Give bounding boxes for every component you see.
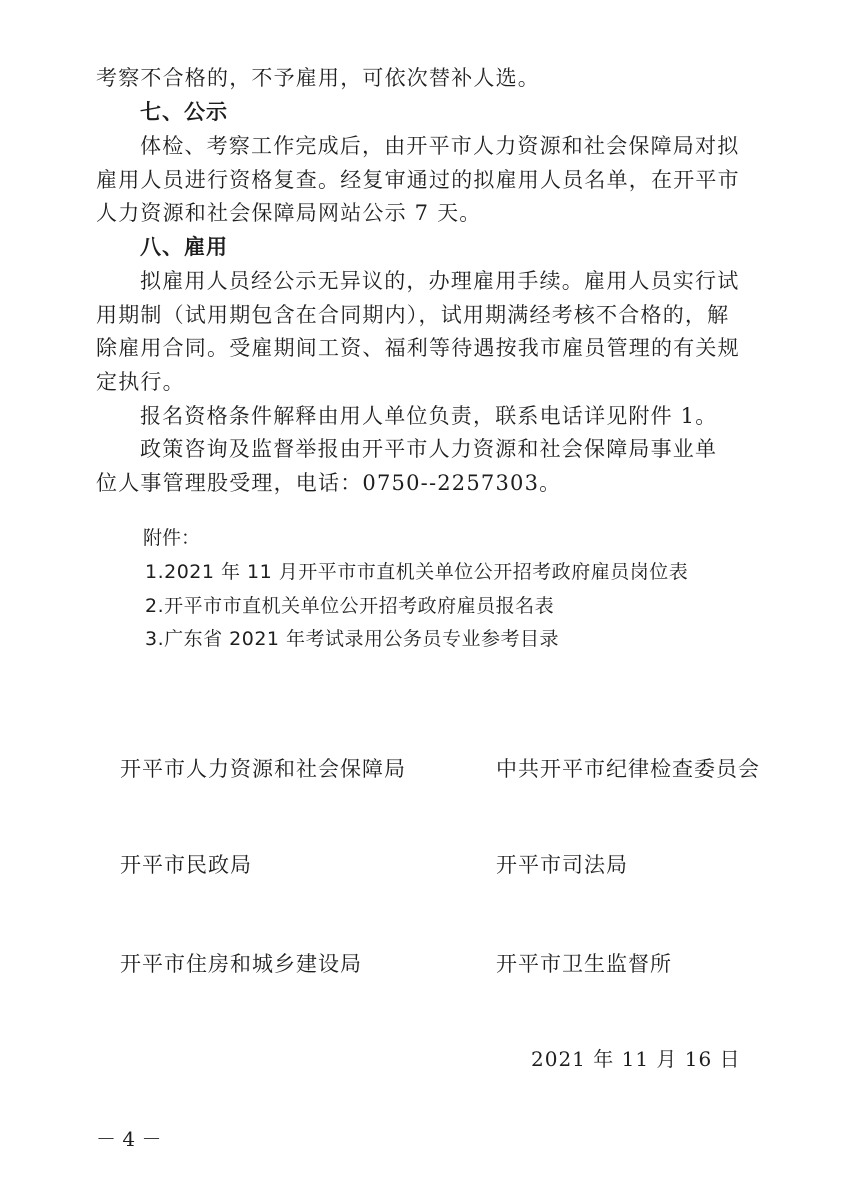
page-number: － 4 － (96, 1127, 162, 1151)
signatory-hr-bureau: 开平市人力资源和社会保障局 (120, 757, 406, 781)
paragraph-line: 报名资格条件解释由用人单位负责，联系电话详见附件 1。 (140, 404, 718, 428)
signatory-discipline-commission: 中共开平市纪律检查委员会 (496, 757, 760, 781)
document-date: 2021 年 11 月 16 日 (531, 1047, 741, 1071)
paragraph-line: 定执行。 (96, 370, 185, 394)
paragraph-line: 位人事管理股受理，电话：0750--2257303。 (96, 471, 562, 495)
paragraph-line: 体检、考察工作完成后，由开平市人力资源和社会保障局对拟 (140, 134, 740, 158)
signatory-health-supervision: 开平市卫生监督所 (496, 952, 672, 976)
attachments-title: 附件： (143, 527, 201, 549)
paragraph-line: 人力资源和社会保障局网站公示 7 天。 (96, 201, 482, 225)
signatory-justice-bureau: 开平市司法局 (496, 853, 628, 877)
attachment-item: 2.开平市市直机关单位公开招考政府雇员报名表 (145, 595, 555, 617)
section-heading-employment: 八、雇用 (140, 235, 228, 259)
attachment-item: 3.广东省 2021 年考试录用公务员专业参考目录 (145, 628, 560, 650)
paragraph-line: 除雇用合同。受雇期间工资、福利等待遇按我市雇员管理的有关规 (96, 336, 740, 360)
signatory-civil-affairs: 开平市民政局 (120, 853, 252, 877)
paragraph-line: 拟雇用人员经公示无异议的，办理雇用手续。雇用人员实行试 (140, 269, 740, 293)
paragraph-line: 雇用人员进行资格复查。经复审通过的拟雇用人员名单，在开平市 (96, 168, 740, 192)
signatory-housing-bureau: 开平市住房和城乡建设局 (120, 952, 362, 976)
section-heading-publicity: 七、公示 (140, 100, 228, 124)
paragraph-line: 考察不合格的，不予雇用，可依次替补人选。 (96, 66, 540, 90)
attachment-item: 1.2021 年 11 月开平市市直机关单位公开招考政府雇员岗位表 (145, 561, 689, 583)
paragraph-line: 政策咨询及监督举报由开平市人力资源和社会保障局事业单 (140, 437, 718, 461)
paragraph-line: 用期制（试用期包含在合同期内），试用期满经考核不合格的，解 (96, 303, 730, 327)
